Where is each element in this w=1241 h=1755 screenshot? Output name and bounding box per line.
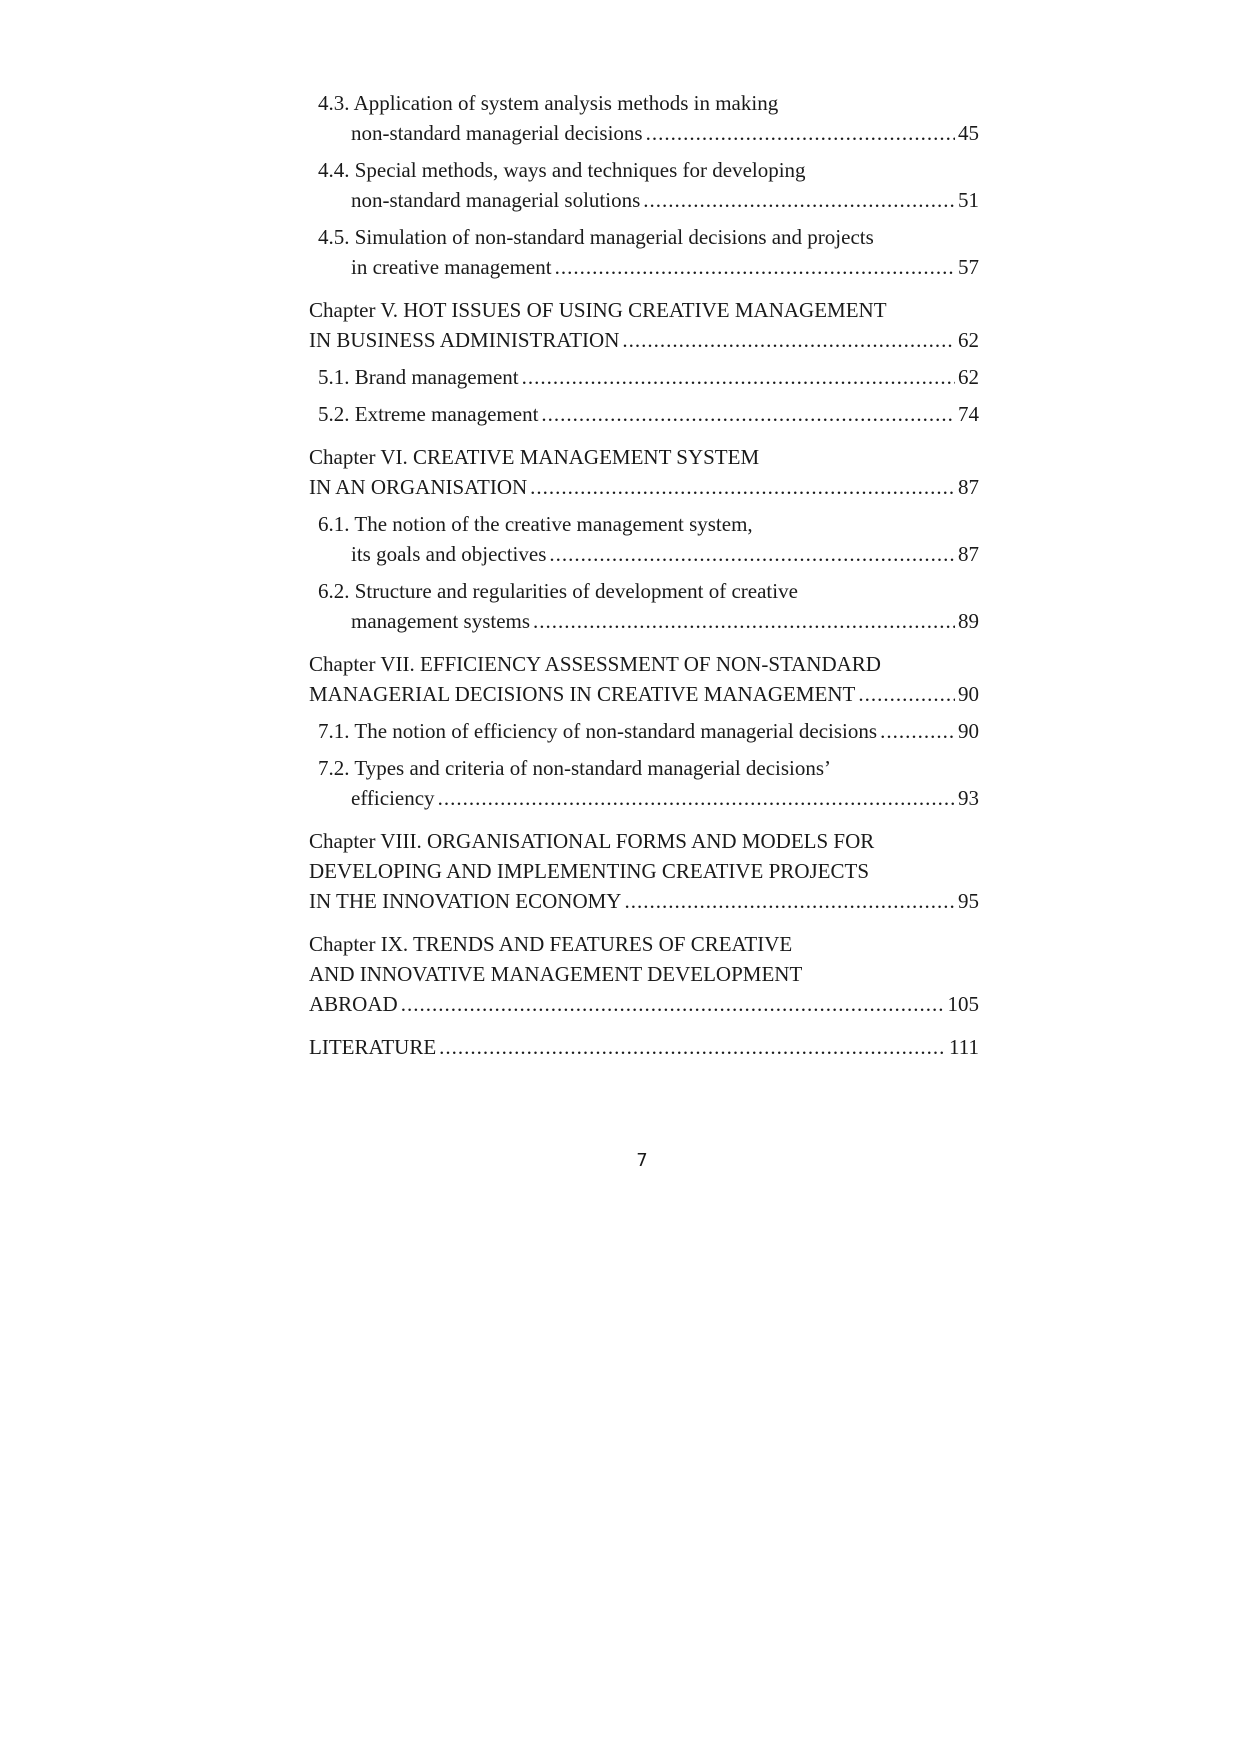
page-number: 74 — [958, 402, 979, 426]
page-number: 105 — [947, 992, 979, 1016]
toc-entry-line: non-standard managerial decisions ..... 45 — [318, 118, 979, 148]
toc-entry-line: Chapter V. HOT ISSUES OF USING CREATIVE MANAGEMENT — [309, 298, 887, 322]
toc-entry-line: 4.4. Special methods, ways and techniques for developing — [318, 158, 806, 182]
toc-entry-line: Chapter VI. CREATIVE MANAGEMENT SYSTEM — [309, 445, 760, 469]
page-number: 93 — [958, 786, 979, 810]
page-number: 89 — [958, 609, 979, 633]
page-number: 87 — [958, 542, 979, 566]
toc-entry-line: ABROAD ..... 105 — [309, 989, 979, 1019]
dot-leader — [880, 716, 955, 746]
page-number: 62 — [958, 328, 979, 352]
page-number: 45 — [958, 121, 979, 145]
toc-entry-line: IN THE INNOVATION ECONOMY ..... 95 — [309, 886, 979, 916]
toc-entry-line: 4.5. Simulation of non-standard managerial decisions and projects — [318, 225, 874, 249]
toc-entry-line: 6.1. The notion of the creative management system, — [318, 512, 753, 536]
toc-entry-line: 5.1. Brand management ..... 62 — [318, 362, 979, 392]
toc-entry-5-2[interactable] — [309, 399, 979, 429]
dot-leader — [549, 539, 955, 569]
dot-leader — [858, 679, 955, 709]
toc-entry-line: MANAGERIAL DECISIONS IN CREATIVE MANAGEMENT ..... 90 — [309, 679, 979, 709]
toc-entry-chapter-6[interactable] — [309, 442, 979, 502]
toc-entry-6-1[interactable] — [309, 509, 979, 569]
page-number: 90 — [958, 682, 979, 706]
page-number: 90 — [958, 719, 979, 743]
page-number: 51 — [958, 188, 979, 212]
toc-entry-line: LITERATURE ..... 111 — [309, 1032, 979, 1062]
page-number: 95 — [958, 889, 979, 913]
page-number: 111 — [949, 1035, 979, 1059]
toc-entry-4-3[interactable] — [309, 88, 979, 148]
toc-entry-7-2[interactable] — [309, 753, 979, 813]
toc-entry-line: DEVELOPING AND IMPLEMENTING CREATIVE PROJECTS — [309, 859, 869, 883]
toc-entry-line: AND INNOVATIVE MANAGEMENT DEVELOPMENT — [309, 962, 803, 986]
toc-entry-line: in creative management ..... 57 — [318, 252, 979, 282]
toc-entry-line: IN BUSINESS ADMINISTRATION ..... 62 — [309, 325, 979, 355]
dot-leader — [541, 399, 955, 429]
toc-entry-6-2[interactable] — [309, 576, 979, 636]
dot-leader — [643, 185, 955, 215]
toc-entry-line: Chapter IX. TRENDS AND FEATURES OF CREATIVE — [309, 932, 793, 956]
toc-entry-line: Chapter VIII. ORGANISATIONAL FORMS AND MODELS FOR — [309, 829, 875, 853]
toc-entry-line: 5.2. Extreme management ..... 74 — [318, 399, 979, 429]
page-number: 87 — [958, 475, 979, 499]
toc-entry-line: 7.1. The notion of efficiency of non-standard managerial decisions ..... 90 — [318, 716, 979, 746]
toc-entry-4-4[interactable] — [309, 155, 979, 215]
table-of-contents — [309, 88, 979, 1062]
dot-leader — [530, 472, 955, 502]
dot-leader — [646, 118, 955, 148]
toc-entry-7-1[interactable] — [309, 716, 979, 746]
toc-entry-chapter-5[interactable] — [309, 295, 979, 355]
dot-leader — [401, 989, 945, 1019]
dot-leader — [622, 325, 955, 355]
dot-leader — [439, 1032, 946, 1062]
dot-leader — [555, 252, 955, 282]
toc-entry-chapter-7[interactable] — [309, 649, 979, 709]
toc-entry-line: efficiency ..... 93 — [318, 783, 979, 813]
toc-entry-line: Chapter VII. EFFICIENCY ASSESSMENT OF NON-STANDARD — [309, 652, 881, 676]
toc-entry-4-5[interactable] — [309, 222, 979, 282]
toc-entry-chapter-8[interactable] — [309, 826, 979, 916]
toc-entry-5-1[interactable] — [309, 362, 979, 392]
dot-leader — [533, 606, 955, 636]
toc-entry-line: management systems ..... 89 — [318, 606, 979, 636]
page-footer-number: 7 — [636, 1150, 648, 1171]
toc-entry-line: its goals and objectives ..... 87 — [318, 539, 979, 569]
toc-entry-literature[interactable] — [309, 1032, 979, 1062]
dot-leader — [438, 783, 955, 813]
toc-entry-chapter-9[interactable] — [309, 929, 979, 1019]
toc-entry-line: IN AN ORGANISATION ..... 87 — [309, 472, 979, 502]
toc-entry-line: 4.3. Application of system analysis methods in making — [318, 91, 779, 115]
toc-entry-line: non-standard managerial solutions ..... 51 — [318, 185, 979, 215]
dot-leader — [624, 886, 955, 916]
toc-entry-line: 6.2. Structure and regularities of development of creative — [318, 579, 798, 603]
dot-leader — [522, 362, 955, 392]
page-number: 57 — [958, 255, 979, 279]
page-number: 62 — [958, 365, 979, 389]
toc-entry-line: 7.2. Types and criteria of non-standard managerial decisions’ — [318, 756, 832, 780]
